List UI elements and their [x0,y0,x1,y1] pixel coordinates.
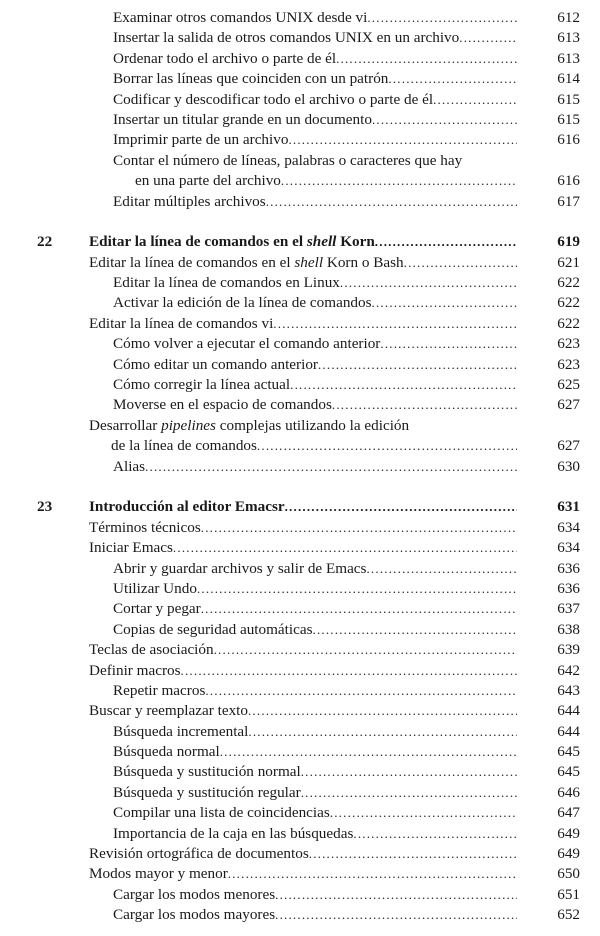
page-number[interactable]: 652 [557,906,580,924]
entry-title [113,69,388,89]
entry-title-line [113,192,517,212]
blank-spacer [0,477,600,497]
italic-term: shell [294,253,324,271]
title-text: Editar múltiples archivos [113,192,266,210]
entry-title-line [111,436,517,456]
dot-leader [220,742,517,762]
entry-title [113,457,145,477]
toc-entry[interactable] [0,681,600,701]
title-text: Alias [113,457,146,475]
entry-title-line [113,110,517,130]
dot-leader [375,232,517,252]
title-text: Iniciar Emacs [89,539,173,557]
entry-title [113,905,275,925]
dot-leader [353,824,517,844]
toc-entry[interactable] [0,28,600,48]
entry-title [113,395,332,415]
page-number[interactable]: 649 [557,824,580,842]
title-text: Revisión ortográfica de documentos [89,845,309,863]
page-number[interactable]: 630 [557,457,580,475]
dot-leader [372,110,517,130]
entry-title [113,49,336,69]
title-text: Repetir macros [113,681,206,699]
dot-leader [173,538,517,558]
title-text: Examinar otros comandos UNIX desde vi [113,9,368,26]
entry-title [89,864,228,884]
dot-leader [380,334,517,354]
entry-title [113,334,380,354]
entry-title [113,293,372,313]
toc-entry[interactable] [0,192,600,212]
entry-title [113,90,433,110]
entry-title-line [89,844,517,864]
entry-title-line [113,151,517,171]
page-number[interactable]: 643 [557,681,580,699]
dot-leader [201,518,517,538]
dot-leader [459,28,517,48]
entry-title [89,416,409,436]
dot-leader [273,314,517,334]
toc-entry[interactable] [0,171,600,191]
toc-entry[interactable] [0,314,600,334]
dot-leader [313,620,518,640]
entry-title [113,885,275,905]
title-text: Cargar los modos menores [113,885,276,903]
toc-entry[interactable] [0,864,600,884]
entry-title [113,783,301,803]
title-text: Editar la línea de comandos vi [89,314,274,332]
page-number[interactable]: 631 [557,498,580,516]
table-of-contents [0,8,600,926]
dot-leader [388,69,517,89]
entry-title-line [89,701,517,721]
entry-title-line [113,130,517,150]
title-text: Teclas de asociación [89,641,214,659]
page-number[interactable]: 634 [557,539,580,557]
entry-title [113,722,248,742]
toc-entry[interactable] [0,762,600,782]
title-text: Compilar una lista de coincidencias [113,804,330,822]
entry-title [113,579,197,599]
entry-title [113,28,459,48]
toc-entry[interactable] [0,824,600,844]
page-number[interactable]: 616 [557,172,580,190]
page-number[interactable]: 615 [557,90,580,108]
page-number[interactable]: 623 [557,355,580,373]
title-text: Modos mayor y menor [89,865,228,883]
title-text: Activar la edición de la línea de comandos [113,294,372,312]
title-text: Búsqueda normal [113,743,220,761]
dot-leader [201,599,517,619]
dot-leader [301,762,517,782]
page-number[interactable]: 613 [557,49,580,67]
toc-entry[interactable] [0,905,600,925]
toc-entry[interactable] [0,334,600,354]
page-number[interactable]: 636 [557,579,580,597]
title-text: Editar la línea de comandos en el [89,233,307,251]
toc-entry[interactable] [0,885,600,905]
page-number[interactable]: 615 [557,110,580,128]
entry-title-line [89,497,517,517]
dot-leader [181,661,517,681]
entry-title-line [89,253,517,273]
entry-title-line [113,722,517,742]
title-text: Moverse en el espacio de comandos [113,396,332,414]
entry-title-line [113,620,517,640]
title-text: Importancia de la caja en las búsquedas [113,824,354,842]
toc-entry[interactable] [0,395,600,415]
toc-entry[interactable] [0,69,600,89]
toc-entry[interactable] [0,375,600,395]
page-number[interactable]: 627 [557,396,580,414]
entry-title [113,273,340,293]
toc-entry[interactable] [0,293,600,313]
toc-entry[interactable] [0,130,600,150]
dot-leader [332,395,517,415]
chapter-number: 23 [37,498,53,516]
entry-title-line [113,293,517,313]
title-text: Copias de seguridad automáticas [113,620,313,638]
entry-title-line [113,375,517,395]
toc-entry[interactable] [0,579,600,599]
page-number[interactable]: 612 [557,9,580,26]
italic-term: pipelines [161,416,216,434]
entry-title-line [113,8,517,28]
toc-entry[interactable] [0,844,600,864]
dot-leader [248,722,517,742]
page-number[interactable]: 617 [557,192,580,210]
entry-title [89,701,248,721]
title-text: de la línea de comandos [111,437,257,455]
entry-title [113,355,318,375]
page-number[interactable]: 614 [557,70,580,88]
dot-leader [275,905,517,925]
toc-entry[interactable] [0,783,600,803]
entry-title [89,844,309,864]
title-text: Términos técnicos [89,518,201,536]
entry-title-line [113,905,517,925]
entry-title-line [135,171,517,191]
dot-leader [372,293,517,313]
entry-title-line [113,599,517,619]
entry-title-line [113,824,517,844]
italic-term: shell [306,233,337,251]
entry-title [113,681,205,701]
toc-entry[interactable] [0,640,600,660]
page-number[interactable]: 613 [557,29,580,47]
toc-entry[interactable] [0,253,600,273]
entry-title-line [113,783,517,803]
entry-title [89,253,404,273]
page-number[interactable]: 623 [557,335,580,353]
toc-entry[interactable] [0,436,600,456]
entry-title [111,436,257,456]
entry-title [113,762,301,782]
dot-leader [228,864,517,884]
entry-title-line [89,661,517,681]
entry-title [113,192,266,212]
page-number[interactable]: 645 [557,763,580,781]
chapter-entry[interactable] [0,232,600,252]
entry-title-line [113,885,517,905]
chapter-number: 22 [37,233,53,251]
entry-title-line [113,803,517,823]
entry-title-line [89,416,517,436]
title-text: Editar la línea de comandos en el [89,253,295,271]
dot-leader [205,681,517,701]
entry-title [113,130,288,150]
entry-title [113,559,366,579]
toc-entry[interactable] [0,701,600,721]
page-number[interactable]: 627 [557,437,580,455]
entry-title [113,620,313,640]
entry-title-line [113,395,517,415]
toc-entry[interactable] [0,620,600,640]
entry-title-line [113,273,517,293]
toc-entry[interactable] [0,803,600,823]
entry-title [135,171,281,191]
entry-title-line [89,864,517,884]
entry-title-line [113,355,517,375]
entry-title [113,824,353,844]
title-text: Insertar un titular grande en un documento [113,110,372,128]
toc-entry[interactable] [0,49,600,69]
title-text: Ordenar todo el archivo o parte de él [113,49,337,67]
page-number[interactable]: 639 [557,641,580,659]
dot-leader [433,90,517,110]
toc-entry[interactable] [0,110,600,130]
entry-title-line [113,762,517,782]
entry-title-line [113,742,517,762]
page-number[interactable]: 625 [557,376,580,394]
title-text: Borrar las líneas que coinciden con un patrón [113,70,389,88]
page-number[interactable]: 616 [557,131,580,149]
page-number[interactable]: 638 [557,620,580,638]
entry-title-line [89,314,517,334]
dot-leader [366,559,517,579]
entry-title-line [113,681,517,701]
dot-leader [285,497,517,517]
toc-entry[interactable] [0,599,600,619]
title-text: Cómo editar un comando anterior [113,355,318,373]
entry-title-line [89,232,517,252]
entry-title [89,640,214,660]
page-number[interactable]: 645 [557,743,580,761]
page-number[interactable]: 621 [557,253,580,271]
page-number[interactable]: 634 [557,518,580,536]
title-text: Desarrollar [89,416,162,434]
entry-title-line [113,49,517,69]
title-text: Insertar la salida de otros comandos UNIX en un archivo [113,29,460,47]
title-text: Buscar y reemplazar texto [89,702,248,720]
dot-leader [214,640,517,660]
toc-entry[interactable] [0,273,600,293]
title-text: Búsqueda incremental [113,722,249,740]
entry-title-line [89,518,517,538]
title-text: Búsqueda y sustitución normal [113,763,301,781]
dot-leader [281,171,517,191]
toc-entry[interactable] [0,416,600,436]
entry-title-line [113,28,517,48]
entry-title [89,518,201,538]
page-number[interactable]: 644 [557,702,580,720]
entry-title [113,375,290,395]
page-number[interactable]: 637 [557,600,580,618]
dot-leader [330,803,517,823]
dot-leader [266,192,517,212]
title-text: Imprimir parte de un archivo [113,131,289,149]
title-text: Contar el número de líneas, palabras o caracteres que hay [113,151,463,169]
title-text: Abrir y guardar archivos y salir de Emacs [113,559,367,577]
dot-leader [275,885,517,905]
title-text: Korn o Bash [323,253,404,271]
dot-leader [367,8,517,28]
title-text: Utilizar Undo [113,579,197,597]
dot-leader [197,579,517,599]
blank-spacer [0,212,600,232]
entry-title [113,599,201,619]
entry-title [89,314,273,334]
dot-leader [288,130,517,150]
dot-leader [248,701,517,721]
entry-title [113,110,372,130]
page-number[interactable]: 636 [557,559,580,577]
toc-entry[interactable] [0,559,600,579]
dot-leader [404,253,517,273]
dot-leader [318,355,517,375]
page-number[interactable]: 622 [557,314,580,332]
title-text: en una parte del archivo [135,172,281,190]
chapter-entry[interactable] [0,497,600,517]
title-text: complejas utilizando la edición [215,416,410,434]
page-number[interactable]: 647 [557,804,580,822]
dot-leader [145,457,517,477]
entry-title-line [113,90,517,110]
dot-leader [290,375,517,395]
entry-title [89,538,173,558]
title-text: Codificar y descodificar todo el archivo o parte de él [113,90,434,108]
title-text: Introducción al editor Emacsr [89,498,285,516]
dot-leader [340,273,517,293]
toc-entry[interactable] [0,8,600,28]
title-text: Cortar y pegar [113,600,201,618]
toc-entry[interactable] [0,742,600,762]
entry-title-line [113,457,517,477]
entry-title [89,232,375,252]
dot-leader [336,49,517,69]
toc-entry[interactable] [0,538,600,558]
title-text: Korn [336,233,375,251]
page-number[interactable]: 619 [557,233,580,251]
toc-entry[interactable] [0,722,600,742]
toc-entry[interactable] [0,518,600,538]
title-text: Búsqueda y sustitución regular [113,783,301,801]
toc-entry[interactable] [0,355,600,375]
title-text: Editar la línea de comandos en Linux [113,274,340,292]
toc-entry[interactable] [0,90,600,110]
title-text: Cómo volver a ejecutar el comando anterior [113,335,381,353]
page-number[interactable]: 622 [557,274,580,292]
entry-title-line [113,579,517,599]
dot-leader [257,436,517,456]
page-number[interactable]: 642 [557,661,580,679]
page-number[interactable]: 644 [557,722,580,740]
entry-title [113,151,462,171]
entry-title [113,8,367,28]
entry-title-line [113,559,517,579]
toc-entry[interactable] [0,457,600,477]
toc-entry[interactable] [0,661,600,681]
dot-leader [301,783,517,803]
page-number[interactable]: 651 [557,885,580,903]
entry-title [89,661,181,681]
page-number[interactable]: 646 [557,783,580,801]
entry-title [89,497,285,517]
page-number[interactable]: 650 [557,865,580,883]
page-number[interactable]: 622 [557,294,580,312]
entry-title-line [113,334,517,354]
dot-leader [309,844,517,864]
toc-entry[interactable] [0,151,600,171]
entry-title [113,742,220,762]
page-number[interactable]: 649 [557,845,580,863]
title-text: Cargar los modos mayores [113,906,276,924]
entry-title-line [113,69,517,89]
entry-title [113,803,330,823]
entry-title-line [89,640,517,660]
title-text: Cómo corregir la línea actual [113,376,291,394]
title-text: Definir macros [89,661,181,679]
entry-title-line [89,538,517,558]
